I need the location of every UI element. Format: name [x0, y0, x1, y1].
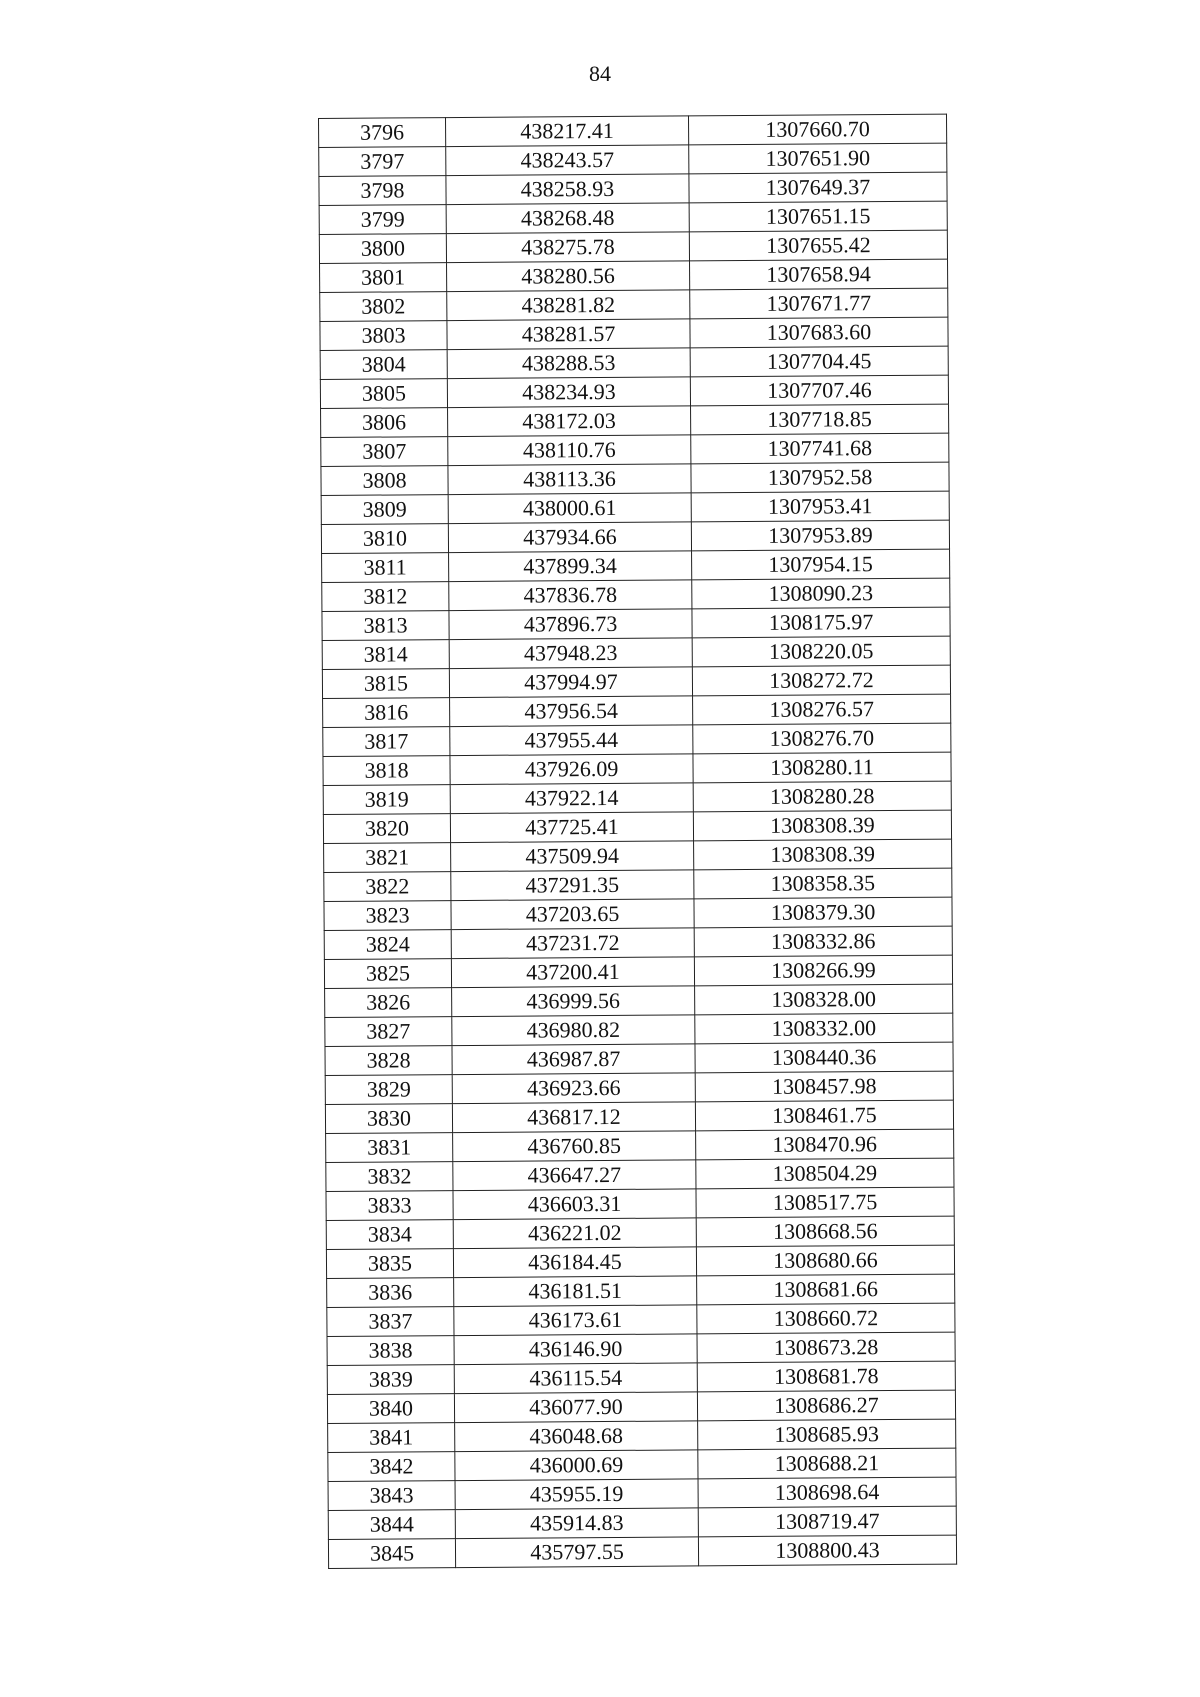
point-number-cell: 3841: [328, 1423, 455, 1453]
y-coordinate-cell: 1308276.70: [693, 723, 951, 754]
table-row: [328, 1448, 956, 1481]
x-coordinate-cell: 438281.57: [447, 319, 690, 350]
coordinates-table: [318, 114, 957, 1569]
table-row: [322, 665, 950, 698]
x-coordinate-cell: 438268.48: [446, 203, 689, 234]
x-coordinate-cell: 436077.90: [454, 1392, 697, 1423]
y-coordinate-cell: 1307718.85: [691, 404, 949, 435]
point-number-cell: 3817: [323, 727, 450, 757]
x-coordinate-cell: 437922.14: [450, 783, 693, 814]
table-row: [325, 984, 953, 1017]
x-coordinate-cell: 438281.82: [447, 290, 690, 321]
table-row: [327, 1303, 955, 1336]
x-coordinate-cell: 436999.56: [452, 986, 695, 1017]
point-number-cell: 3832: [326, 1162, 453, 1192]
y-coordinate-cell: 1308680.66: [696, 1245, 954, 1276]
table-row: [326, 1245, 954, 1278]
table-row: [320, 375, 948, 408]
y-coordinate-cell: 1308688.21: [698, 1448, 956, 1479]
table-row: [319, 143, 947, 176]
point-number-cell: 3835: [326, 1249, 453, 1279]
table-row: [320, 317, 948, 350]
point-number-cell: 3811: [322, 553, 449, 583]
y-coordinate-cell: 1308681.78: [697, 1361, 955, 1392]
x-coordinate-cell: 438288.53: [447, 348, 690, 379]
point-number-cell: 3837: [327, 1307, 454, 1337]
y-coordinate-cell: 1308328.00: [695, 984, 953, 1015]
y-coordinate-cell: 1308698.64: [698, 1477, 956, 1508]
x-coordinate-cell: 436647.27: [453, 1160, 696, 1191]
x-coordinate-cell: 436115.54: [454, 1363, 697, 1394]
y-coordinate-cell: 1307660.70: [688, 114, 946, 145]
point-number-cell: 3800: [319, 234, 446, 264]
table-row: [323, 781, 951, 814]
table-row: [326, 1158, 954, 1191]
y-coordinate-cell: 1308332.00: [695, 1013, 953, 1044]
point-number-cell: 3840: [327, 1394, 454, 1424]
table-row: [324, 897, 952, 930]
x-coordinate-cell: 436146.90: [454, 1334, 697, 1365]
x-coordinate-cell: 437955.44: [450, 725, 693, 756]
y-coordinate-cell: 1307953.89: [691, 520, 949, 551]
table-row: [322, 578, 950, 611]
point-number-cell: 3842: [328, 1452, 455, 1482]
y-coordinate-cell: 1307683.60: [690, 317, 948, 348]
x-coordinate-cell: 436923.66: [452, 1073, 695, 1104]
y-coordinate-cell: 1308276.57: [693, 694, 951, 725]
table-row: [323, 752, 951, 785]
y-coordinate-cell: 1307953.41: [691, 491, 949, 522]
y-coordinate-cell: 1308280.11: [693, 752, 951, 783]
table-row: [324, 839, 952, 872]
table-row: [326, 1216, 954, 1249]
y-coordinate-cell: 1308308.39: [694, 839, 952, 870]
point-number-cell: 3809: [321, 495, 448, 525]
point-number-cell: 3836: [327, 1278, 454, 1308]
y-coordinate-cell: 1308686.27: [697, 1390, 955, 1421]
table-row: [320, 288, 948, 321]
y-coordinate-cell: 1308308.39: [693, 810, 951, 841]
point-number-cell: 3823: [324, 901, 451, 931]
table-row: [320, 259, 948, 292]
x-coordinate-cell: 437956.54: [450, 696, 693, 727]
point-number-cell: 3822: [324, 872, 451, 902]
y-coordinate-cell: 1307658.94: [690, 259, 948, 290]
table-row: [324, 868, 952, 901]
x-coordinate-cell: 436173.61: [454, 1305, 697, 1336]
y-coordinate-cell: 1308272.72: [692, 665, 950, 696]
table-row: [321, 462, 949, 495]
x-coordinate-cell: 435955.19: [455, 1479, 698, 1510]
y-coordinate-cell: 1308470.96: [696, 1129, 954, 1160]
y-coordinate-cell: 1308504.29: [696, 1158, 954, 1189]
x-coordinate-cell: 437836.78: [449, 580, 692, 611]
x-coordinate-cell: 438280.56: [447, 261, 690, 292]
table-row: [319, 172, 947, 205]
x-coordinate-cell: 438217.41: [446, 116, 689, 147]
point-number-cell: 3804: [320, 350, 447, 380]
x-coordinate-cell: 436184.45: [453, 1247, 696, 1278]
y-coordinate-cell: 1308800.43: [698, 1535, 956, 1566]
x-coordinate-cell: 437725.41: [450, 812, 693, 843]
point-number-cell: 3815: [322, 669, 449, 699]
table-row: [325, 1071, 953, 1104]
x-coordinate-cell: 436181.51: [454, 1276, 697, 1307]
x-coordinate-cell: 436000.69: [455, 1450, 698, 1481]
point-number-cell: 3819: [323, 785, 450, 815]
table-row: [324, 926, 952, 959]
point-number-cell: 3845: [328, 1539, 455, 1569]
table-row: [327, 1390, 955, 1423]
y-coordinate-cell: 1308358.35: [694, 868, 952, 899]
y-coordinate-cell: 1308681.66: [697, 1274, 955, 1305]
y-coordinate-cell: 1308332.86: [694, 926, 952, 957]
point-number-cell: 3810: [321, 524, 448, 554]
x-coordinate-cell: 437926.09: [450, 754, 693, 785]
point-number-cell: 3797: [319, 147, 446, 177]
table-row: [322, 636, 950, 669]
y-coordinate-cell: 1307671.77: [690, 288, 948, 319]
x-coordinate-cell: 438243.57: [446, 145, 689, 176]
y-coordinate-cell: 1308175.97: [692, 607, 950, 638]
table-row: [321, 491, 949, 524]
y-coordinate-cell: 1307741.68: [691, 433, 949, 464]
x-coordinate-cell: 436987.87: [452, 1044, 695, 1075]
y-coordinate-cell: 1308685.93: [698, 1419, 956, 1450]
point-number-cell: 3816: [323, 698, 450, 728]
table-row: [324, 955, 952, 988]
table-row: [321, 404, 949, 437]
point-number-cell: 3843: [328, 1481, 455, 1511]
table-row: [326, 1187, 954, 1220]
point-number-cell: 3799: [319, 205, 446, 235]
table-row: [319, 114, 947, 147]
y-coordinate-cell: 1308517.75: [696, 1187, 954, 1218]
point-number-cell: 3838: [327, 1336, 454, 1366]
x-coordinate-cell: 438258.93: [446, 174, 689, 205]
table-row: [325, 1100, 953, 1133]
x-coordinate-cell: 437203.65: [451, 899, 694, 930]
x-coordinate-cell: 437291.35: [451, 870, 694, 901]
table-row: [320, 346, 948, 379]
point-number-cell: 3831: [326, 1133, 453, 1163]
y-coordinate-cell: 1308280.28: [693, 781, 951, 812]
y-coordinate-cell: 1307704.45: [690, 346, 948, 377]
point-number-cell: 3820: [323, 814, 450, 844]
x-coordinate-cell: 436603.31: [453, 1189, 696, 1220]
point-number-cell: 3824: [324, 930, 451, 960]
point-number-cell: 3844: [328, 1510, 455, 1540]
table-row: [319, 230, 947, 263]
table-row: [328, 1419, 956, 1452]
table-row: [323, 810, 951, 843]
table-row: [326, 1129, 954, 1162]
y-coordinate-cell: 1308668.56: [696, 1216, 954, 1247]
x-coordinate-cell: 437899.34: [449, 551, 692, 582]
y-coordinate-cell: 1307649.37: [689, 172, 947, 203]
x-coordinate-cell: 438234.93: [447, 377, 690, 408]
y-coordinate-cell: 1308660.72: [697, 1303, 955, 1334]
point-number-cell: 3839: [327, 1365, 454, 1395]
point-number-cell: 3812: [322, 582, 449, 612]
point-number-cell: 3806: [321, 408, 448, 438]
x-coordinate-cell: 436048.68: [455, 1421, 698, 1452]
x-coordinate-cell: 436760.85: [453, 1131, 696, 1162]
point-number-cell: 3834: [326, 1220, 453, 1250]
table-row: [323, 694, 951, 727]
x-coordinate-cell: 437231.72: [451, 928, 694, 959]
y-coordinate-cell: 1308673.28: [697, 1332, 955, 1363]
x-coordinate-cell: 436221.02: [453, 1218, 696, 1249]
x-coordinate-cell: 438110.76: [448, 435, 691, 466]
y-coordinate-cell: 1307655.42: [689, 230, 947, 261]
point-number-cell: 3801: [320, 263, 447, 293]
y-coordinate-cell: 1308090.23: [692, 578, 950, 609]
table-row: [322, 549, 950, 582]
point-number-cell: 3833: [326, 1191, 453, 1221]
y-coordinate-cell: 1308461.75: [695, 1100, 953, 1131]
x-coordinate-cell: 437509.94: [451, 841, 694, 872]
y-coordinate-cell: 1308440.36: [695, 1042, 953, 1073]
table-row: [319, 201, 947, 234]
point-number-cell: 3829: [325, 1075, 452, 1105]
table-row: [322, 607, 950, 640]
x-coordinate-cell: 437200.41: [451, 957, 694, 988]
point-number-cell: 3827: [325, 1017, 452, 1047]
table-row: [323, 723, 951, 756]
y-coordinate-cell: 1308220.05: [692, 636, 950, 667]
point-number-cell: 3814: [322, 640, 449, 670]
coordinates-table-body: [319, 114, 957, 1568]
y-coordinate-cell: 1307651.90: [689, 143, 947, 174]
point-number-cell: 3821: [324, 843, 451, 873]
x-coordinate-cell: 437994.97: [449, 667, 692, 698]
y-coordinate-cell: 1307707.46: [690, 375, 948, 406]
point-number-cell: 3796: [319, 118, 446, 148]
table-row: [327, 1332, 955, 1365]
x-coordinate-cell: 438172.03: [448, 406, 691, 437]
point-number-cell: 3807: [321, 437, 448, 467]
x-coordinate-cell: 436980.82: [452, 1015, 695, 1046]
point-number-cell: 3818: [323, 756, 450, 786]
x-coordinate-cell: 438000.61: [448, 493, 691, 524]
x-coordinate-cell: 437896.73: [449, 609, 692, 640]
y-coordinate-cell: 1308266.99: [694, 955, 952, 986]
y-coordinate-cell: 1307952.58: [691, 462, 949, 493]
point-number-cell: 3813: [322, 611, 449, 641]
table-row: [325, 1013, 953, 1046]
y-coordinate-cell: 1308457.98: [695, 1071, 953, 1102]
x-coordinate-cell: 437948.23: [449, 638, 692, 669]
point-number-cell: 3803: [320, 321, 447, 351]
point-number-cell: 3825: [324, 959, 451, 989]
x-coordinate-cell: 435914.83: [455, 1508, 698, 1539]
x-coordinate-cell: 437934.66: [448, 522, 691, 553]
table-row: [327, 1274, 955, 1307]
point-number-cell: 3805: [320, 379, 447, 409]
point-number-cell: 3826: [325, 988, 452, 1018]
point-number-cell: 3828: [325, 1046, 452, 1076]
table-row: [328, 1535, 956, 1568]
point-number-cell: 3798: [319, 176, 446, 206]
x-coordinate-cell: 435797.55: [455, 1537, 698, 1568]
point-number-cell: 3808: [321, 466, 448, 496]
y-coordinate-cell: 1307651.15: [689, 201, 947, 232]
table-row: [328, 1477, 956, 1510]
x-coordinate-cell: 436817.12: [452, 1102, 695, 1133]
x-coordinate-cell: 438275.78: [446, 232, 689, 263]
y-coordinate-cell: 1308379.30: [694, 897, 952, 928]
x-coordinate-cell: 438113.36: [448, 464, 691, 495]
table-row: [321, 433, 949, 466]
point-number-cell: 3802: [320, 292, 447, 322]
table-row: [325, 1042, 953, 1075]
page-number: 84: [589, 61, 611, 86]
table-row: [328, 1506, 956, 1539]
table-row: [321, 520, 949, 553]
y-coordinate-cell: 1307954.15: [692, 549, 950, 580]
y-coordinate-cell: 1308719.47: [698, 1506, 956, 1537]
table-row: [327, 1361, 955, 1394]
point-number-cell: 3830: [325, 1104, 452, 1134]
